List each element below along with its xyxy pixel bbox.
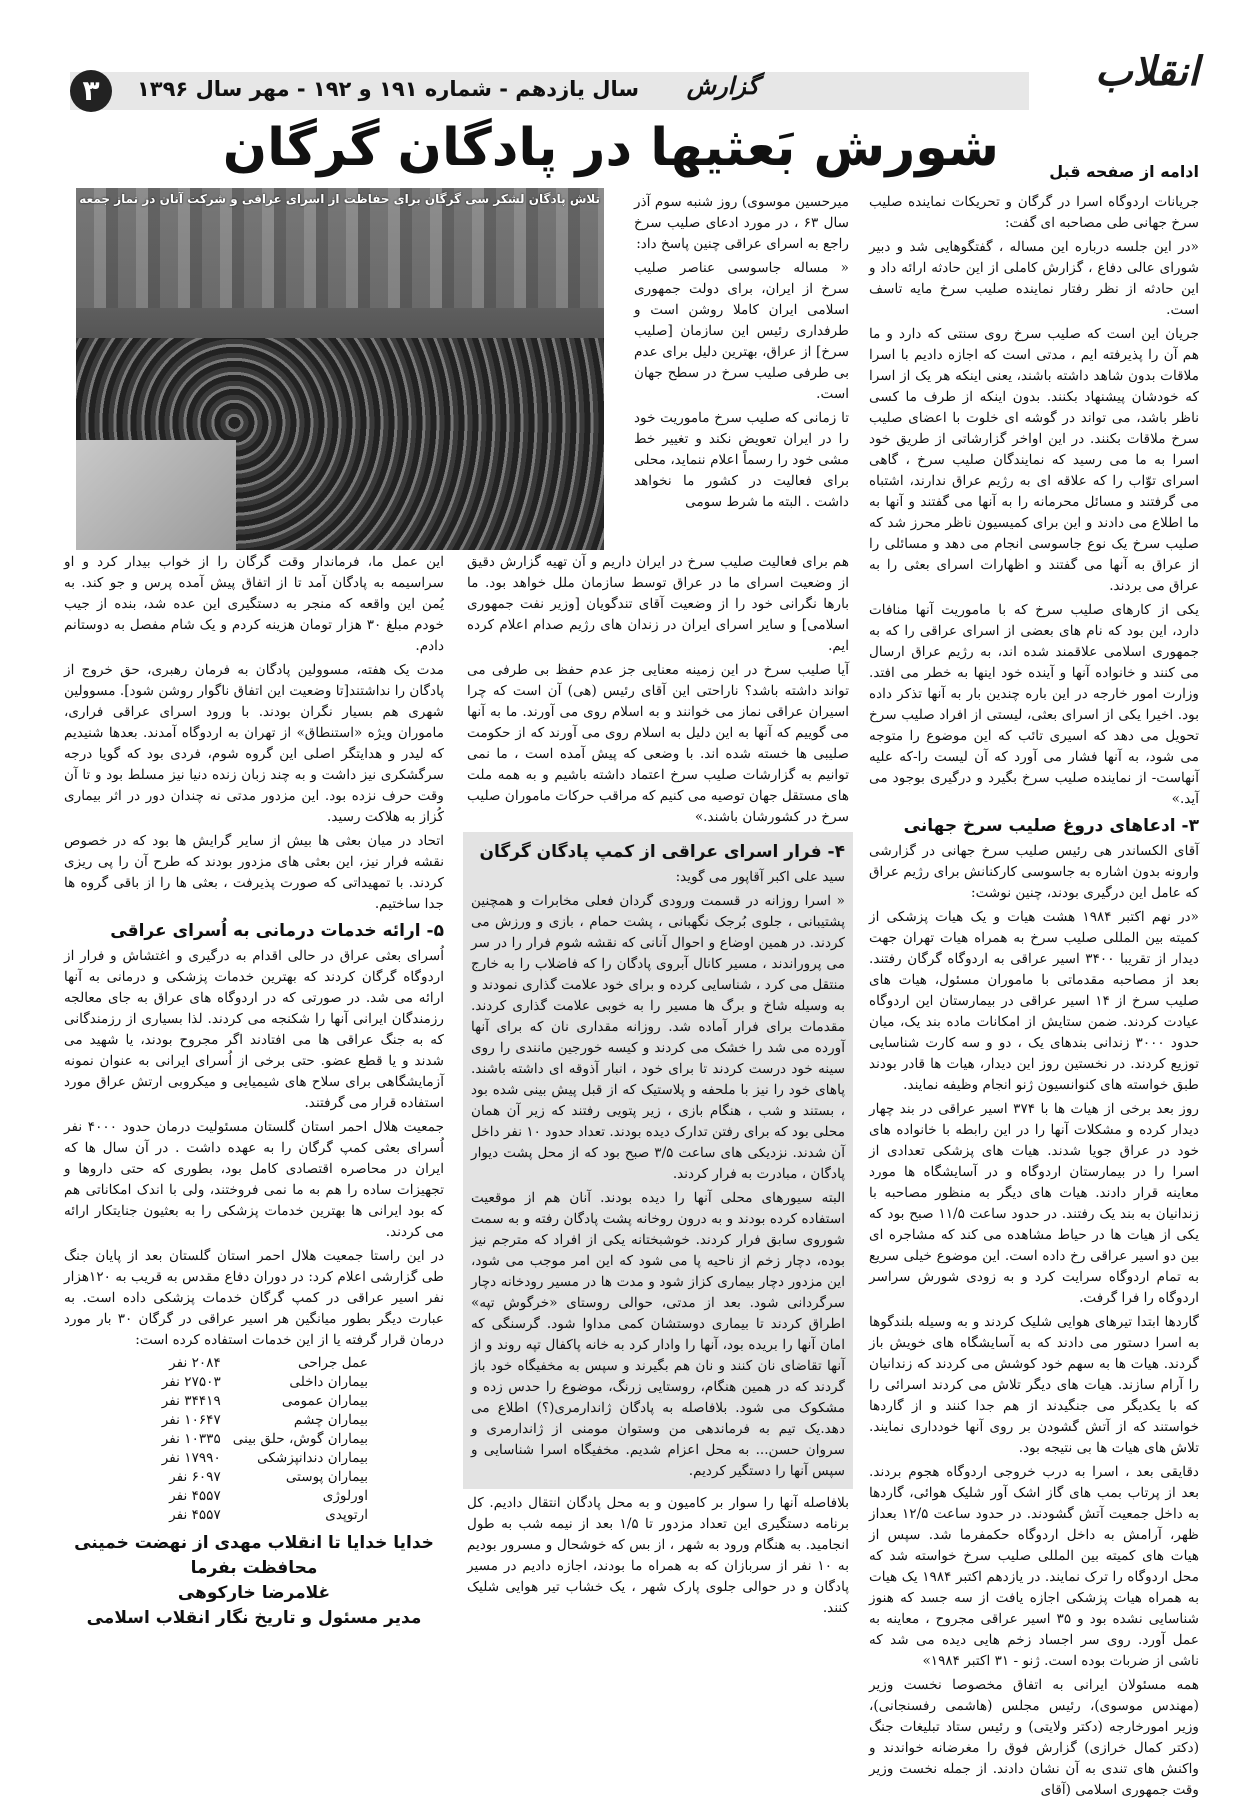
stats-label: عمل جراحی	[298, 1355, 368, 1371]
stats-row	[156, 1487, 374, 1506]
headline: شورش بَعثیها در پادگان گرگان	[222, 118, 999, 178]
stats-label: بیماران چشم	[293, 1412, 368, 1428]
masthead-logo: انقلاب	[1094, 48, 1199, 95]
paragraph: روز بعد برخی از هیات ها با ۳۷۴ اسیر عراقی در بند چهار دیدار کرده و مشکلات آنها را در این رابطه با خانواده های خود در عراق جویا شدند. هیات های پزشکی تعدادی از اسرا را در بیمارستان اردوگاه و در آسایشگاه ها مورد معاینه قرار دادند. هیات های دیگر به منظور مصاحبه با زندانیان به بند یک رفتند. در حدود ساعت ۱۱/۵ صبح بود که یکی از هیات ها در حیاط مشاهده می کند که مشاجره ای بین دو اسیر عراقی رخ داده است. این موضوع خیلی سریع به تمام اردوگاه سرایت کرد و به زودی شورش سراسر اردوگاه را فرا گرفت.	[869, 1101, 1199, 1306]
escape-box	[463, 832, 853, 1489]
paragraph: جمعیت هلال احمر استان گلستان مسئولیت درمان حدود ۴۰۰۰ نفر اُسرای بعثی کمپ گرگان را به عهده داشت . در آن سال ها که ایران در محاصره اقتصادی کامل بود، بطوری که حتی داروها و تجهیزات ساده را هم به ما نمی فروختند، ولی با اندک امکاناتی هم که بود ایرانی ها بهترین خدمات پزشکی را به بعثیون جنایتکار ارائه می کردند.	[64, 1119, 445, 1240]
stats-row	[156, 1468, 374, 1487]
paragraph: مدت یک هفته، مسوولین پادگان به فرمان رهبری، حق خروج از پادگان را نداشتند[تا وضعیت این اتفاق ناگوار روشن شود]. مسوولین شهری هم بسیار نگران بودند. با ورود اسرای عراقی فراری، ماموران ویژه «استنطاق» از تهران به اردوگاه آمدند. بعدها شنیدیم که لیدر و هدایتگر اصلی این گروه شوم، فردی بود که گویا درجه سرگشکری نیز داشت و به چند زبان زنده دنیا نیز مسلط بود و تا آن وقت حرف نزده بود. این مزدور مدتی نه چندان دور در اثر بیماری کُزاز به هلاکت رسید.	[64, 662, 444, 825]
stats-row	[156, 1430, 374, 1449]
paragraph: بلافاصله آنها را سوار بر کامیون و به محل پادگان انتقال دادیم. کل برنامه دستگیری این تعداد مزدور تا ۱/۵ بعد از نیمه شب به طول انجامید. به هنگام ورود به شهر ، از بس که خوشحال و مسرور بودیم به ۱۰ نفر از سربازان که به همراه ما بودند، اجازه دادیم در مسیر پادگان و در حوالی جلوی پارک شهر ، یک خشاب تیر هوایی شلیک کنند.	[467, 1495, 850, 1616]
column-left	[64, 552, 444, 1742]
paragraph: هم برای فعالیت صلیب سرخ در ایران داریم و آن تهیه گزارش دقیق از وضعیت اسرای ما در عراق توسط سازمان ملل خواهد بود. ما بارها نگرانی خود را از وضعیت آقای تندگویان [وزیر نفت جمهوری اسلامی] و سایر اسرای ایران در زندان های رژیم صدام اعلام کرده ایم.	[467, 554, 849, 654]
continued-label: ادامه از صفحه قبل	[1049, 162, 1199, 181]
paragraph: دقایقی بعد ، اسرا به درب خروجی اردوگاه هجوم بردند. بعد از پرتاب بمب های گاز اشک آور شلیک هوائی، گاردها به داخل جمعیت آتش گشودند. در حدود ساعت ۱۲/۵ بعداز ظهر، آرامش به داخل اردوگاه حکمفرما شد. سپس از هیات های کمیته بین المللی صلیب سرخ خواسته شد که محل اردوگاه را ترک نمایند. در یازدهم اکتبر ۱۹۸۴ یک هیات به همراه هیات پزشکی اجازه یافت از سه جسد که هنوز شناسایی نشده بود و ۳۵ اسیر عراقی مجروح ، معاینه به عمل آورد. روی سر اجساد زخم هایی دیده می شد که ناشی از ضربات بوده است. ژنو - ۳۱ اکتبر ۱۹۸۴»	[869, 1464, 1200, 1669]
stats-label: اورلوژی	[322, 1488, 368, 1504]
paragraph: در این راستا جمعیت هلال احمر استان گلستان بعد از پایان جنگ طی گزارشی اعلام کرد: در دوران دفاع مقدس به قریب به ۱۲۰هزار نفر اسیر عراقی در کمپ گرگان خدمات پزشکی داده است. به عبارت دیگر بطور میانگین هر اسیر عراقی در گرگان ۳۰ بار مورد درمان قرار گرفته یا از این خدمات استفاده کرده است:	[64, 1248, 444, 1348]
stats-value: ۶۰۹۷ نفر	[169, 1469, 221, 1485]
photo-road	[76, 440, 236, 550]
stats-row	[156, 1354, 374, 1373]
paragraph: «در نهم اکتبر ۱۹۸۴ هشت هیات و یک هیات پزشکی از کمیته بین المللی صلیب سرخ به همراه هیات تهران جهت دیدار از تقریبا ۳۴۰۰ اسیر عراقی به اردوگاه گرگان رفتند. بعد از مصاحبه مقدماتی با ماموران مسئول، هیات های صلیب سرخ از ۱۴ اسیر عراقی در بیمارستان این اردوگاه عیادت کردند. ضمن ستایش از امکانات ماده بند یک، میان حدود ۳۰۰۰ زندانی بندهای یک ، دو و سه کارت شناسایی توزیع کردند. در نخستین روز این دیدار، هیات ها قادر بودند طبق خواسته های کنوانسیون ژنو انجام وظیفه نمایند.	[869, 909, 1200, 1093]
stats-value: ۴۵۵۷ نفر	[169, 1488, 221, 1504]
news-photo	[76, 188, 604, 550]
paragraph: میرحسین موسوی) روز شنبه سوم آذر سال ۶۳ ، در مورد ادعای صلیب سرخ راجع به اسرای عراقی چنین پاسخ داد:	[634, 194, 849, 252]
paragraph: البته سیورهای محلی آنها را دیده بودند. آنان هم از موقعیت استفاده کرده بودند و به درون روخانه پشت پادگان رفته و به سمت شوروی سابق فرار کردند. خوشبختانه یکی از افراد که مترجم نیز بوده، دچار زخم از ناحیه پا می شود که این امر موجب می شود، این مزدور دچار بیماری کزاز شود و مدت ها در مسیر رودخانه دچار سرگردانی شود. بعد از مدتی، حوالی روستای «خرگوش تپه» اطراق کردند تا بیماری دوستشان کمی مداوا شود. گرسنگی که امان آنها را بریده بود، آنها را وادار کرد به خانه پاکفال تپه روند و از آنها تقاضای نان کنند و نان هم بگیرند و سپس به مخفیگاه خود باز گردند که در همین هنگام، روستایی زرنگ، موضوع را حدس زده و مشکوک می شود. بلافاصله به پادگان ژاندارمری(؟) اطلاع می دهد.یک تیم به فرماندهی من وستوان مومنی از ژاندارمری و سروان حسن... به محل اعزام شدیم. مخفیگاه اسرا شناسایی و سپس آنها را دستگیر کردیم.	[471, 1190, 845, 1479]
stats-label: بیماران دندانپزشکی	[257, 1450, 368, 1466]
paragraph: سید علی اکبر آقاپور می گوید:	[675, 869, 845, 885]
stats-value: ۱۷۹۹۰ نفر	[161, 1450, 221, 1466]
paragraph: اُسرای بعثی عراق در حالی اقدام به درگیری و اغتشاش و فرار از اردوگاه گرگان کردند که بهترین خدمات پزشکی و درمانی به آنها ارائه می شد. در صورتی که در اردوگاه های عراق به جای معالجه رزمندگان ایرانی آنها را شکنجه می کردند. لذا بسیاری از رزمندگانی که به جنگ عراقی ها می افتادند اگر مجروح بودند، یا شهید می شدند و یا قطع عضو. حتی برخی از اُسرای ایرانی به عنوان نمونه آزمایشگاهی برای سلاح های شیمیایی و میکروبی ارتش عراق مورد استفاده قرار می گرفتند.	[64, 948, 444, 1111]
stats-value: ۴۵۵۷ نفر	[169, 1507, 221, 1523]
stats-value: ۱۰۳۳۵ نفر	[161, 1431, 221, 1447]
section-tag: گزارش	[686, 72, 759, 100]
paragraph: «در این جلسه درباره این مساله ، گفتگوهایی شد و دبیر شورای عالی دفاع ، گزارش کاملی از این حادثه ارائه داد و این حادثه از نظر رفتار نماینده صلیب سرخ مایه تاسف است.	[869, 239, 1199, 318]
paragraph: جریان این است که صلیب سرخ روی سنتی که دارد و ما هم آن را پذیرفته ایم ، مدتی است که اجازه دادیم با اسرا ملاقات بدون شاهد داشته باشند، یعنی اینکه هر یک از اسرا که خودشان پیشنهاد بکنند. بدون اینکه از طرف ما کسی ناظر باشد، می تواند در گوشه ای خلوت با اعضای صلیب سرخ ملاقات بکنند. در این اواخر گزارشاتی از طریق خود اسرا به ما می رسید که نمایندگان صلیب سرخ ، گاهی اسرای توّاب را که علاقه ای به رژیم عراق ندارند، اشتباه می گرفتند و مسائل محرمانه را به آنها می گفتند و آنها به ما اطلاع می دادند و این برای کمیسیون ناظر محرز شد که صلیب سرخ یک نوع جاسوسی انجام می دهد و مسائلی را از عراق به آنها می گفتند و اظهارات اسرای بعثی را به عراق می بردند.	[869, 326, 1199, 594]
author-name: غلامرضا خارکوهی	[177, 1583, 331, 1603]
paragraph: « مساله جاسوسی عناصر صلیب سرخ از ایران، برای دولت جمهوری اسلامی ایران کاملا روشن است و طرفداری رئیس این سازمان [صلیب سرخ] از عراق، بهترین دلیل برای عدم بی طرفی صلیب سرخ در سطح جهان است.	[634, 260, 849, 402]
paragraph: همه مسئولان ایرانی به اتفاق مخصوصا نخست وزیر (مهندس موسوی)، رئیس مجلس (هاشمی رفسنجانی)، وزیر امورخارجه (دکتر ولایتی) و رئیس ستاد تبلیغات جنگ (دکتر کمال خرازی) گزارش فوق را مغرضانه خواندند و واکنش های تندی به آن نشان دادند. از جمله نخست وزیر وقت جمهوری اسلامی (آقای	[869, 1677, 1199, 1798]
stats-row	[156, 1411, 374, 1430]
stats-value: ۲۷۵۰۳ نفر	[161, 1374, 221, 1390]
paragraph: تا زمانی که صلیب سرخ ماموریت خود را در ایران تعویض نکند و تغییر خط مشی خود را رسماً اعلام ننماید، محلی برای فعالیت در کشور ما نخواهد داشت . البته ما شرط سومی	[634, 410, 849, 510]
subheading-4: ۴- فرار اسرای عراقی از کمپ پادگان گرگان	[479, 842, 845, 862]
stats-value: ۳۴۴۱۹ نفر	[161, 1393, 221, 1409]
photo-caption: تلاش پادگان لشکر سی گرگان برای حفاظت از اسرای عراقی و شرکت آنان در نماز جمعه	[79, 192, 600, 206]
column-middle-top	[634, 192, 849, 552]
stats-label: بیماران گوش، حلق بینی	[232, 1431, 368, 1447]
paragraph: جریانات اردوگاه اسرا در گرگان و تحریکات نماینده صلیب سرخ جهانی طی مصاحبه ای گفت:	[869, 194, 1199, 231]
stats-value: ۱۰۶۴۷ نفر	[161, 1412, 221, 1428]
column-right	[869, 192, 1200, 1798]
subheading-5: ۵- ارائه خدمات درمانی به اُسرای عراقی	[110, 921, 444, 941]
slogan-line: محافظت بفرما	[190, 1558, 318, 1578]
closing-slogan	[64, 1531, 444, 1631]
stats-label: بیماران پوستی	[285, 1469, 368, 1485]
column-middle	[467, 552, 849, 1742]
photo-trees	[76, 188, 604, 308]
stats-label: ارتوپدی	[325, 1507, 368, 1523]
stats-label: بیماران عمومی	[281, 1393, 368, 1409]
paragraph: یکی از کارهای صلیب سرخ که با ماموریت آنها منافات دارد، این بود که نام های بعضی از اسرای عراقی را که به جمهوری اسلامی علاقمند شده اند، به رژیم عراق ارسال می کنند و خانواده آنها و آینده خود اینها به خطر می افتد. وزارت امور خارجه در این باره چندین بار به آنها تذکر داده بود. اخیرا یکی از اسرای بعثی، لیستی از افراد صلیب سرخ تحویل می دهد که اسیری تائب که این موضوع را متوجه می شود، به آنها فشار می آورد که آن لیست را-که علیه آنهاست- از نماینده صلیب سرخ بگیرد و درگیری بوجود می آید.»	[869, 602, 1199, 807]
stats-row	[156, 1373, 374, 1392]
treatment-stats-table	[156, 1354, 374, 1525]
paragraph: اتحاد در میان بعثی ها بیش از سایر گرایش ها بود که در خصوص نقشه فرار نیز، این بعثی های مزدور بودند که طرح آن را پی ریزی کردند. با تمهیداتی که صورت پذیرفت ، بعثی ها را از باقی گروه ها جدا ساختیم.	[64, 833, 444, 912]
stats-row	[156, 1449, 374, 1468]
paragraph: این عمل ما، فرماندار وقت گرگان را از خواب بیدار کرد و او سراسیمه به پادگان آمد تا از اتفاق پیش آمده پرس و جو کند. به یُمن این واقعه که منجر به دستگیری این عده شد، بنده از جیب خودم مبلغ ۳۰ هزار تومان هزینه کردم و یک شام مفصل به دوستانم دادم.	[64, 554, 444, 654]
paragraph: « اسرا روزانه در قسمت ورودی گردان فعلی مخابرات و همچنین پشتیبانی ، جلوی بُرجک نگهبانی ، پشت حمام ، بازی و ورزش می کردند. در همین اوضاع و احوال آنانی که نقشه شوم فرار را در سر می پروراندند ، مسیر کانال آبروی پادگان را که فاضلاب را به خارج منتقل می کرد ، شناسایی کرده و برای خود علامت گذاری نمودند و به وسیله شاخ و برگ ها مسیر را به خوبی علامت گذاری کردند. مقدمات برای فرار آماده شد. روزانه مقداری نان که برای آنها آورده می شد را خشک می کردند و کیسه خورجین مانندی را روی سینه خود درست کردند تا برای خود ، انبار آذوقه ای داشته باشند. پاهای خود را نیز با ملحفه و پلاستیک که از قبل پیش بینی شده بود ، بستند و شب ، هنگام بازی ، زیر پتویی رفتند که زیر آن همان محلی بود که برای رفتن تدارک دیده بودند. تعداد حدود ۱۰ نفر داخل آن شدند. نزدیکی های ساعت ۳/۵ صبح بود که از محل پشت دیوار پادگان ، مبادرت به فرار کردند.	[471, 893, 845, 1182]
subheading-3: ۳- ادعاهای دروغ صلیب سرخ جهانی	[903, 816, 1199, 836]
stats-row	[156, 1506, 374, 1525]
paragraph: آقای الکساندر هی رئیس صلیب سرخ جهانی در گزارشی وارونه بدون اشاره به جاسوسی کارکنانش برای رژیم عراق که عامل این درگیری بودند، چنین نوشت:	[869, 843, 1199, 901]
paragraph: آیا صلیب سرخ در این زمینه معنایی جز عدم حفظ بی طرفی می تواند داشته باشد؟ ناراحتی این آقای رئیس (هی) آن است که چرا اسیران عراقی نماز می خوانند و به اسلام روی می آورند. ما به آنها می گوییم که آنها به این دلیل به اسلام روی می آورند که از حکومت صلیبی ها خسته شده اند. با وضعی که پیش آمده است ، ما نمی توانیم به گزارشات صلیب سرخ اعتماد داشته باشیم و به همه ملت های مستقل جهان توصیه می کنیم که مراقب حرکات ماموران صلیب سرخ در کشورشان باشند.»	[467, 662, 849, 825]
paragraph: گاردها ابتدا تیرهای هوایی شلیک کردند و به وسیله بلندگوها به اسرا دستور می دادند که به آسایشگاه های خویش باز گردند. هیات ها به سهم خود کوشش می کردند که زندانیان را آرام سازند. هیات های دیگر تلاش می کردند اسرائی را که با یکدیگر می جنگیدند از هم جدا کنند و از گاردها خواستند که از آتش گشودن بر روی آنها خودداری نمایند. تلاش های هیات ها بی نتیجه بود.	[869, 1314, 1199, 1456]
stats-label: بیماران داخلی	[289, 1374, 368, 1390]
author-title: مدیر مسئول و تاریخ نگار انقلاب اسلامی	[86, 1608, 422, 1628]
stats-value: ۲۰۸۴ نفر	[169, 1355, 221, 1371]
stats-row	[156, 1392, 374, 1411]
page-number: ۳	[70, 70, 112, 112]
slogan-line: خدایا خدایا تا انقلاب مهدی از نهضت خمینی	[74, 1533, 434, 1553]
issue-line: سال یازدهم - شماره ۱۹۱ و ۱۹۲ - مهر سال ۱۳۹۶	[136, 77, 639, 101]
